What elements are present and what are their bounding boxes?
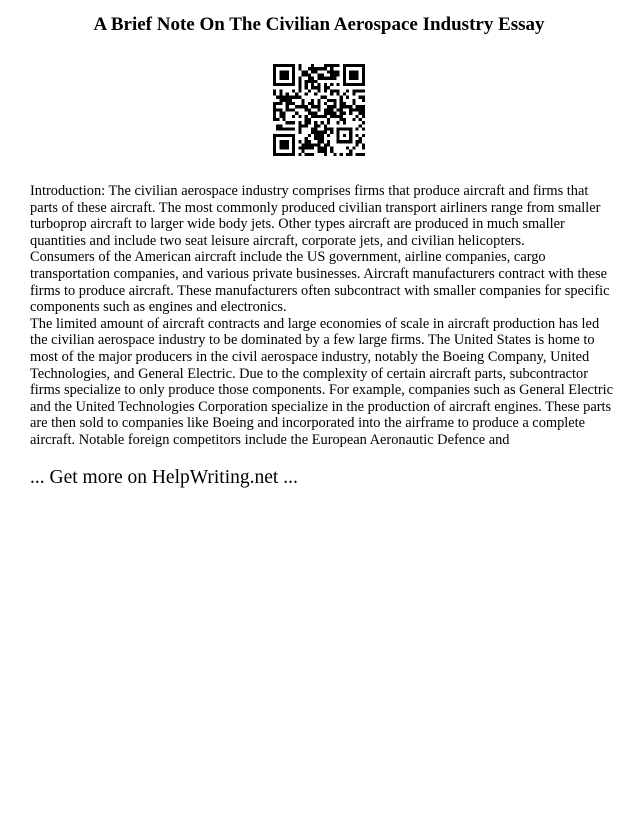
paragraph: The limited amount of aircraft contracts and large economies of scale in aircraft production has led the civilian aerospace industry to be dominated by a few large firms. The United States is home to most of the major producers in the civil aerospace industry, notably the Boeing Company, United Technologies, and General Electric. Due to the complexity of certain aircraft parts, subcontractor firms specialize to only produce those components. For example, companies such as General Electric and the United Technologies Corporation specialize in the production of aircraft engines. These parts are then sold to companies like Boeing and incorporated into the airframe to produce a complete aircraft. Notable foreign competitors include the European Aeronautic Defence and <box>30 315 614 448</box>
essay-body <box>30 183 615 449</box>
get-more-link[interactable]: ... Get more on HelpWriting.net ... <box>30 467 298 488</box>
paragraph: Introduction: The civilian aerospace industry comprises firms that produce aircraft and firms that parts of these aircraft. The most commonly produced civilian transport airliners range from smaller turboprop aircraft to larger wide body jets. Other types aircraft are produced in much smaller quantities and include two seat leisure aircraft, corporate jets, and civilian helicopters. <box>30 183 601 249</box>
page-title: A Brief Note On The Civilian Aerospace Industry Essay <box>93 14 545 35</box>
paragraph: Consumers of the American aircraft include the US government, airline companies, cargo transportation companies, and various private businesses. Aircraft manufacturers contract with these firms to produce aircraft. These manufacturers often subcontract with smaller companies for specific components such as engines and electronics. <box>30 249 610 316</box>
qr-code-icon <box>273 64 365 156</box>
